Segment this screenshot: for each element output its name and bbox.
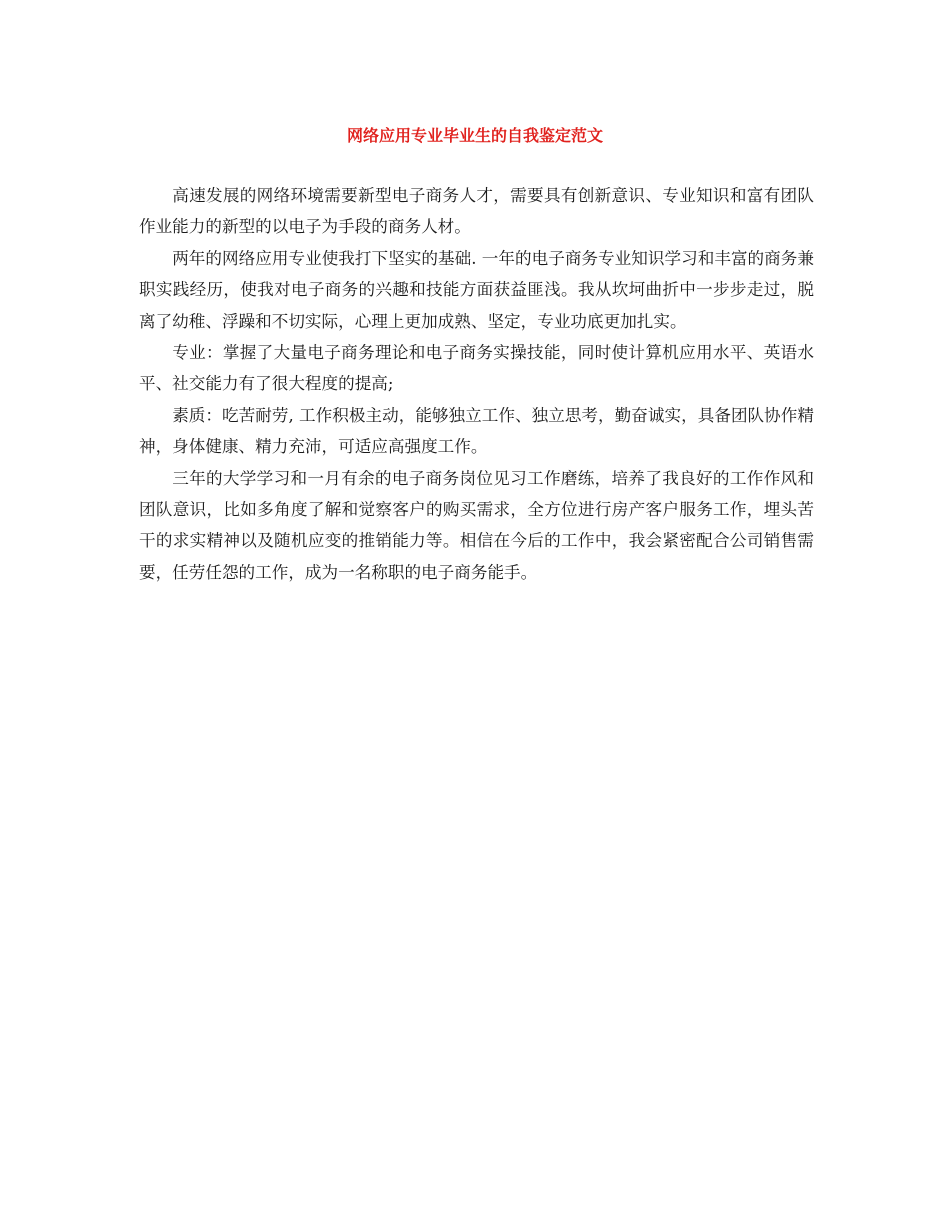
paragraph-intro: 高速发展的网络环境需要新型电子商务人才，需要具有创新意识、专业知识和富有团队作业能力的新型的以电子为手段的商务人材。	[139, 186, 814, 237]
paragraph-professional: 专业：掌握了大量电子商务理论和电子商务实操技能，同时使计算机应用水平、英语水平、社交能力有了很大程度的提高;	[139, 343, 814, 394]
document-body	[139, 180, 814, 588]
paragraph-foundation: 两年的网络应用专业使我打下坚实的基础. 一年的电子商务专业知识学习和丰富的商务兼职实践经历，使我对电子商务的兴趣和技能方面获益匪浅。我从坎坷曲折中一步步走过，脱离了幼稚、浮躁和不切实际，心理上更加成熟、坚定，专业功底更加扎实。	[139, 248, 814, 331]
paragraph-quality: 素质：吃苦耐劳, 工作积极主动，能够独立工作、独立思考，勤奋诚实，具备团队协作精神，身体健康、精力充沛，可适应高强度工作。	[139, 405, 814, 457]
document-title: 网络应用专业毕业生的自我鉴定范文	[346, 126, 603, 145]
paragraph-conclusion: 三年的大学学习和一月有余的电子商务岗位见习工作磨练，培养了我良好的工作作风和团队意识，比如多角度了解和觉察客户的购买需求，全方位进行房产客户服务工作，埋头苦干的求实精神以及随机应变的推销能力等。相信在今后的工作中，我会紧密配合公司销售需要，任劳任怨的工作，成为一名称职的电子商务能手。	[139, 468, 814, 582]
